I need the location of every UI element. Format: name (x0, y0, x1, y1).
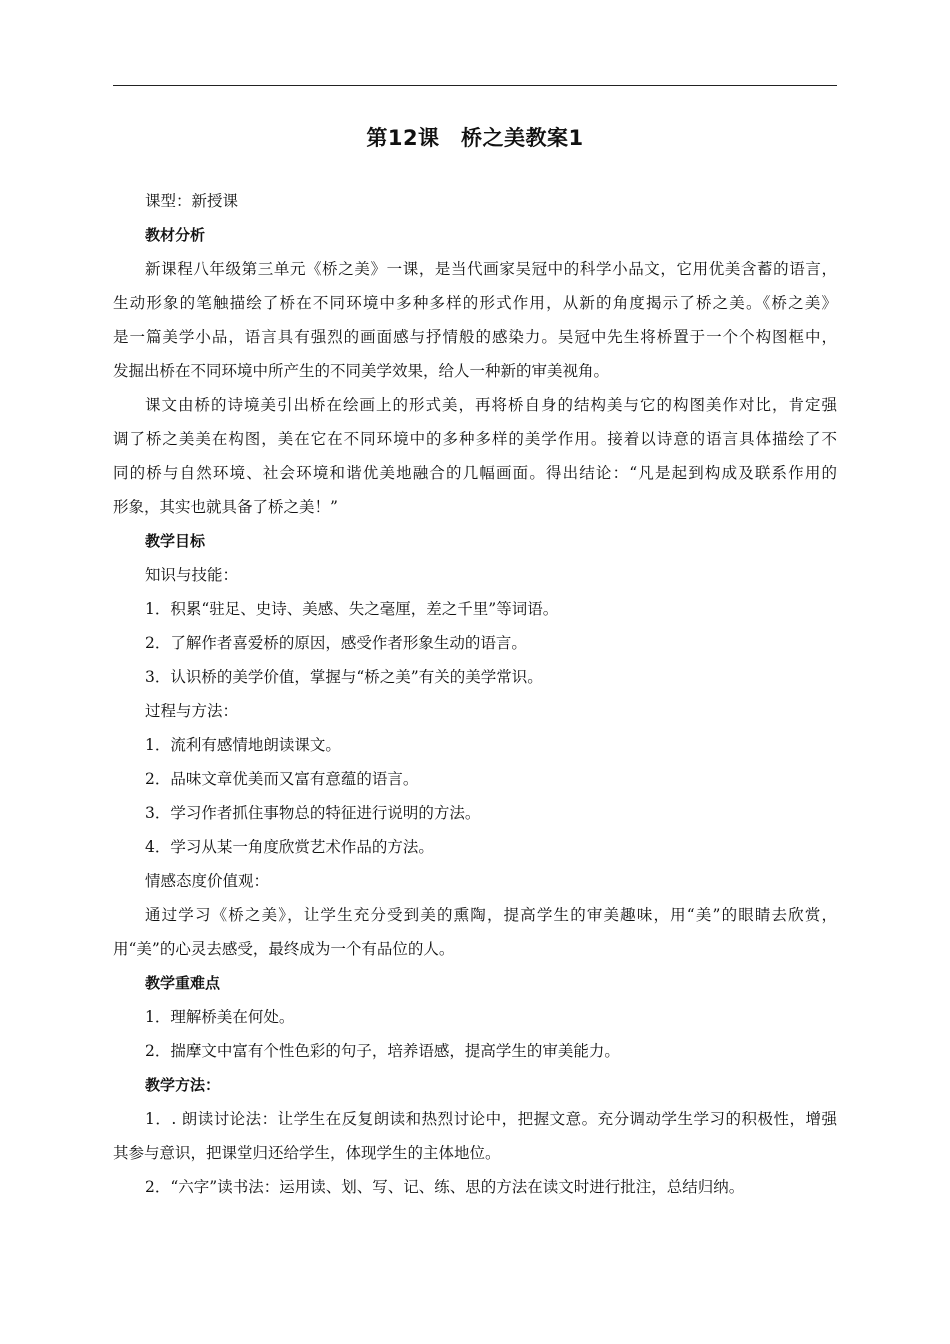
text-line: 新课程八年级第三单元《桥之美》一课，是当代画家吴冠中的科学小品文，它用优美含蓄的语言， (145, 260, 837, 278)
document-body (113, 184, 837, 1204)
section-heading: 教学重难点 (145, 974, 221, 992)
text-line: 形象，其实也就具备了桥之美！” (113, 498, 338, 516)
section-heading: 教学方法： (145, 1076, 221, 1094)
section-heading: 教材分析 (145, 226, 206, 244)
text-line: 3．学习作者抓住事物总的特征进行说明的方法。 (145, 804, 481, 822)
text-line: 是一篇美学小品，语言具有强烈的画面感与抒情般的感染力。吴冠中先生将桥置于一个个构图框中， (113, 328, 837, 346)
text-line: 2．揣摩文中富有个性色彩的句子，培养语感，提高学生的审美能力。 (145, 1042, 620, 1060)
text-line: 课文由桥的诗境美引出桥在绘画上的形式美，再将桥自身的结构美与它的构图美作对比，肯定强 (145, 396, 837, 414)
page-title: 第12课 桥之美教案1 (366, 126, 584, 150)
text-line: 用“美”的心灵去感受，最终成为一个有品位的人。 (113, 940, 455, 958)
text-line: 1．理解桥美在何处。 (145, 1008, 295, 1026)
text-line: 2．了解作者喜爱桥的原因，感受作者形象生动的语言。 (145, 634, 527, 652)
text-line: 3．认识桥的美学价值，掌握与“桥之美”有关的美学常识。 (145, 668, 543, 686)
text-line: 2．品味文章优美而又富有意蕴的语言。 (145, 770, 419, 788)
text-line: 1．积累“驻足、史诗、美感、失之毫厘，差之千里”等词语。 (145, 600, 559, 618)
text-line: 1．. 朗读讨论法：让学生在反复朗读和热烈讨论中，把握文意。充分调动学生学习的积极性，增强 (145, 1110, 837, 1128)
text-line: 4．学习从某一角度欣赏艺术作品的方法。 (145, 838, 434, 856)
text-line: 通过学习《桥之美》，让学生充分受到美的熏陶，提高学生的审美趣味，用“美”的眼睛去欣赏， (145, 906, 837, 924)
text-line: 1．流利有感情地朗读课文。 (145, 736, 341, 754)
text-line: 其参与意识，把课堂归还给学生，体现学生的主体地位。 (113, 1144, 501, 1162)
text-line: 课型：新授课 (145, 192, 239, 210)
text-line: 情感态度价值观： (145, 872, 270, 890)
text-line: 过程与方法： (145, 702, 239, 720)
header-rule (113, 85, 837, 86)
section-heading: 教学目标 (145, 532, 206, 550)
text-line: 同的桥与自然环境、社会环境和谐优美地融合的几幅画面。得出结论：“凡是起到构成及联系作用的 (113, 464, 837, 482)
text-line: 生动形象的笔触描绘了桥在不同环境中多种多样的形式作用，从新的角度揭示了桥之美。《桥之美》 (113, 294, 837, 312)
text-line: 调了桥之美美在构图，美在它在不同环境中的多种多样的美学作用。接着以诗意的语言具体描绘了不 (113, 430, 837, 448)
text-line: 知识与技能： (145, 566, 239, 584)
text-line: 2．“六字”读书法：运用读、划、写、记、练、思的方法在读文时进行批注，总结归纳。 (145, 1178, 745, 1196)
text-line: 发掘出桥在不同环境中所产生的不同美学效果，给人一种新的审美视角。 (113, 362, 610, 380)
